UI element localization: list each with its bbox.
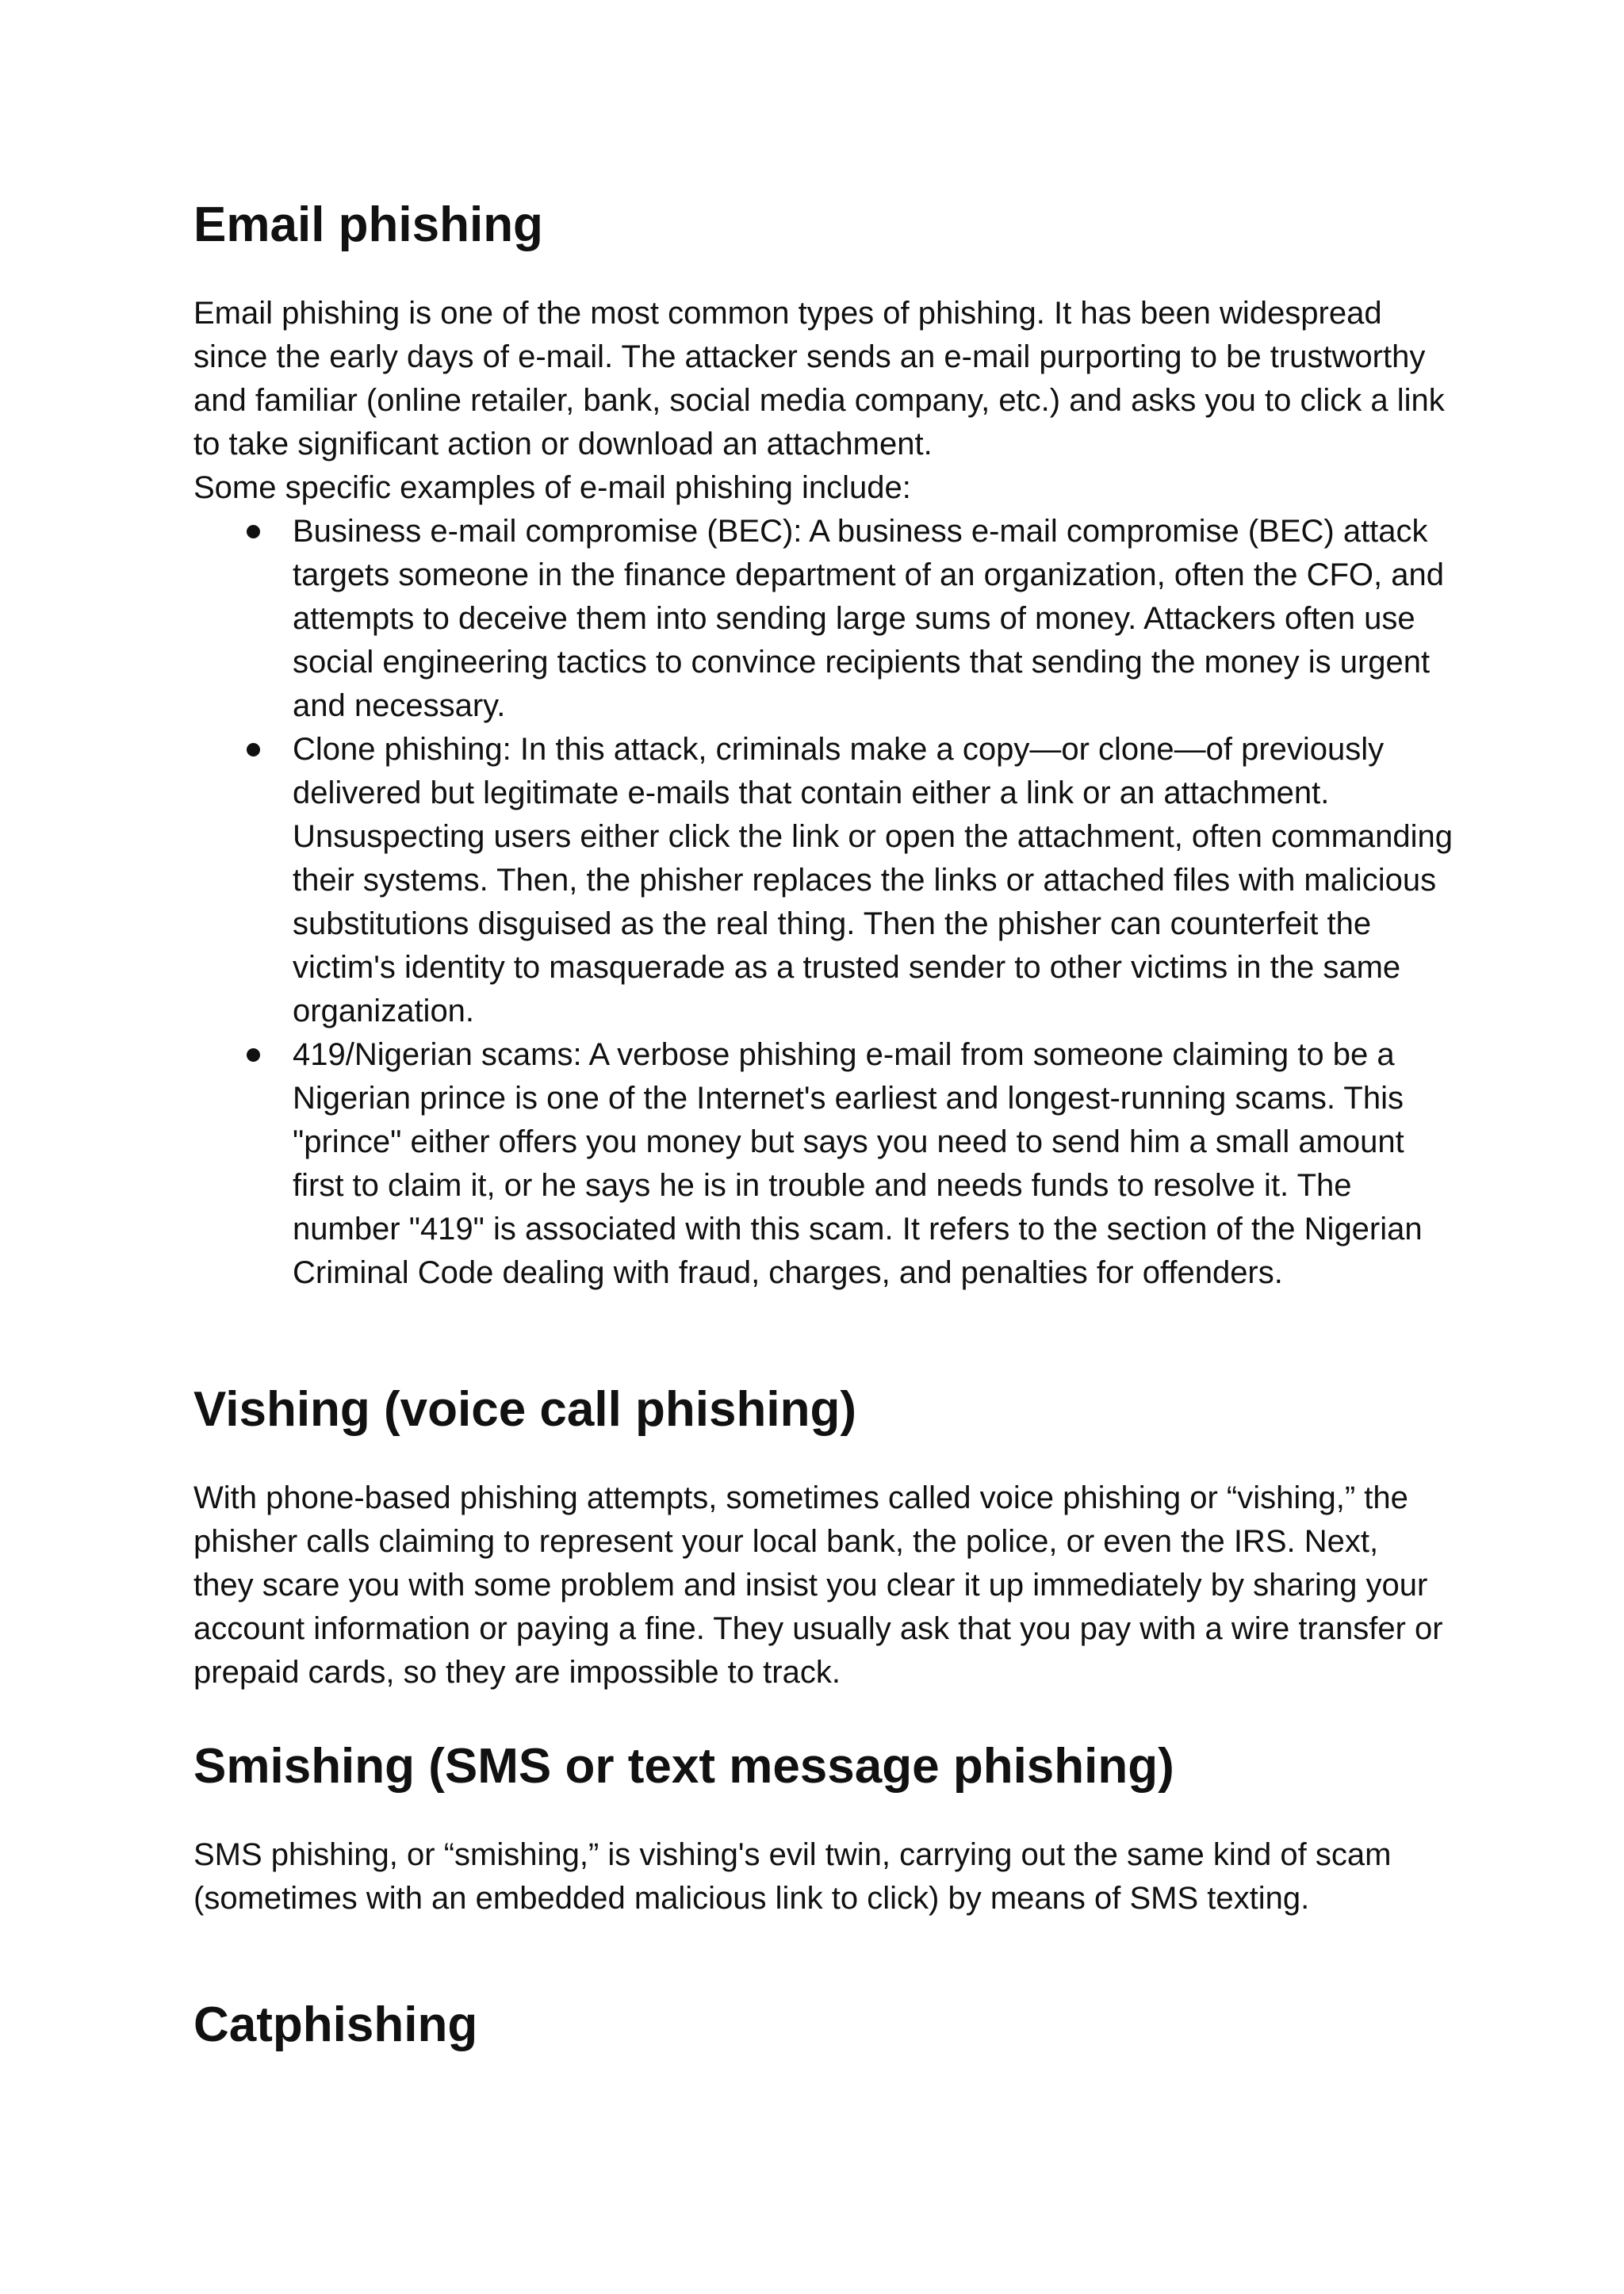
bullet-dot-icon [247, 1048, 260, 1062]
list-item-419-scams [193, 1033, 1462, 1295]
email-phishing-examples-list [193, 510, 1462, 1295]
bullet-dot-icon [247, 525, 260, 538]
heading-vishing: Vishing (voice call phishing) [193, 1382, 857, 1437]
heading-email-phishing: Email phishing [193, 197, 543, 252]
heading-catphishing: Catphishing [193, 1997, 478, 2052]
list-item-bec [193, 510, 1462, 728]
list-item-clone-phishing [193, 728, 1462, 1033]
vishing-body: With phone-based phishing attempts, sometimes called voice phishing or “vishing,” the phisher calls claiming to represent your local bank, the police, or even the IRS. Next, they scare you with some problem and insist you clear it up immediately by sharing your account information or paying a fine. They usually ask that you pay with a wire transfer or prepaid cards, so they are impossible to track. [193, 1480, 1443, 1690]
bullet-dot-icon [247, 743, 260, 756]
heading-smishing: Smishing (SMS or text message phishing) [193, 1739, 1174, 1794]
email-phishing-intro: Email phishing is one of the most common types of phishing. It has been widespread since the early days of e-mail. The attacker sends an e-mail purporting to be trustworthy and familiar (online retailer, bank, social media company, etc.) and asks you to click a link to take significant action or download an attachment. [193, 296, 1445, 461]
smishing-body: SMS phishing, or “smishing,” is vishing's evil twin, carrying out the same kind of scam (sometimes with an embedded malicious link to click) by means of SMS texting. [193, 1837, 1392, 1916]
list-item-text: Business e-mail compromise (BEC): A business e-mail compromise (BEC) attack targets someone in the finance department of an organization, often the CFO, and attempts to deceive them into sending large sums of money. Attackers often use social engineering tactics to convince recipients that sending the money is urgent and necessary. [293, 514, 1445, 723]
list-item-text: Clone phishing: In this attack, criminals make a copy—or clone—of previously delivered but legitimate e-mails that contain either a link or an attachment. Unsuspecting users either click the link or open the attachment, often commanding their systems. Then, the phisher replaces the links or attached files with malicious substitutions disguised as the real thing. Then the phisher can counterfeit the victim's identity to masquerade as a trusted sender to other victims in the same organization. [293, 732, 1454, 1028]
list-item-text: 419/Nigerian scams: A verbose phishing e-mail from someone claiming to be a Nigerian prince is one of the Internet's earliest and longest-running scams. This "prince" either offers you money but says you need to send him a small amount first to claim it, or he says he is in trouble and needs funds to resolve it. The number "419" is associated with this scam. It refers to the section of the Nigerian Criminal Code dealing with fraud, charges, and penalties for offenders. [293, 1037, 1423, 1290]
email-phishing-examples-intro: Some specific examples of e-mail phishing include: [193, 470, 911, 505]
